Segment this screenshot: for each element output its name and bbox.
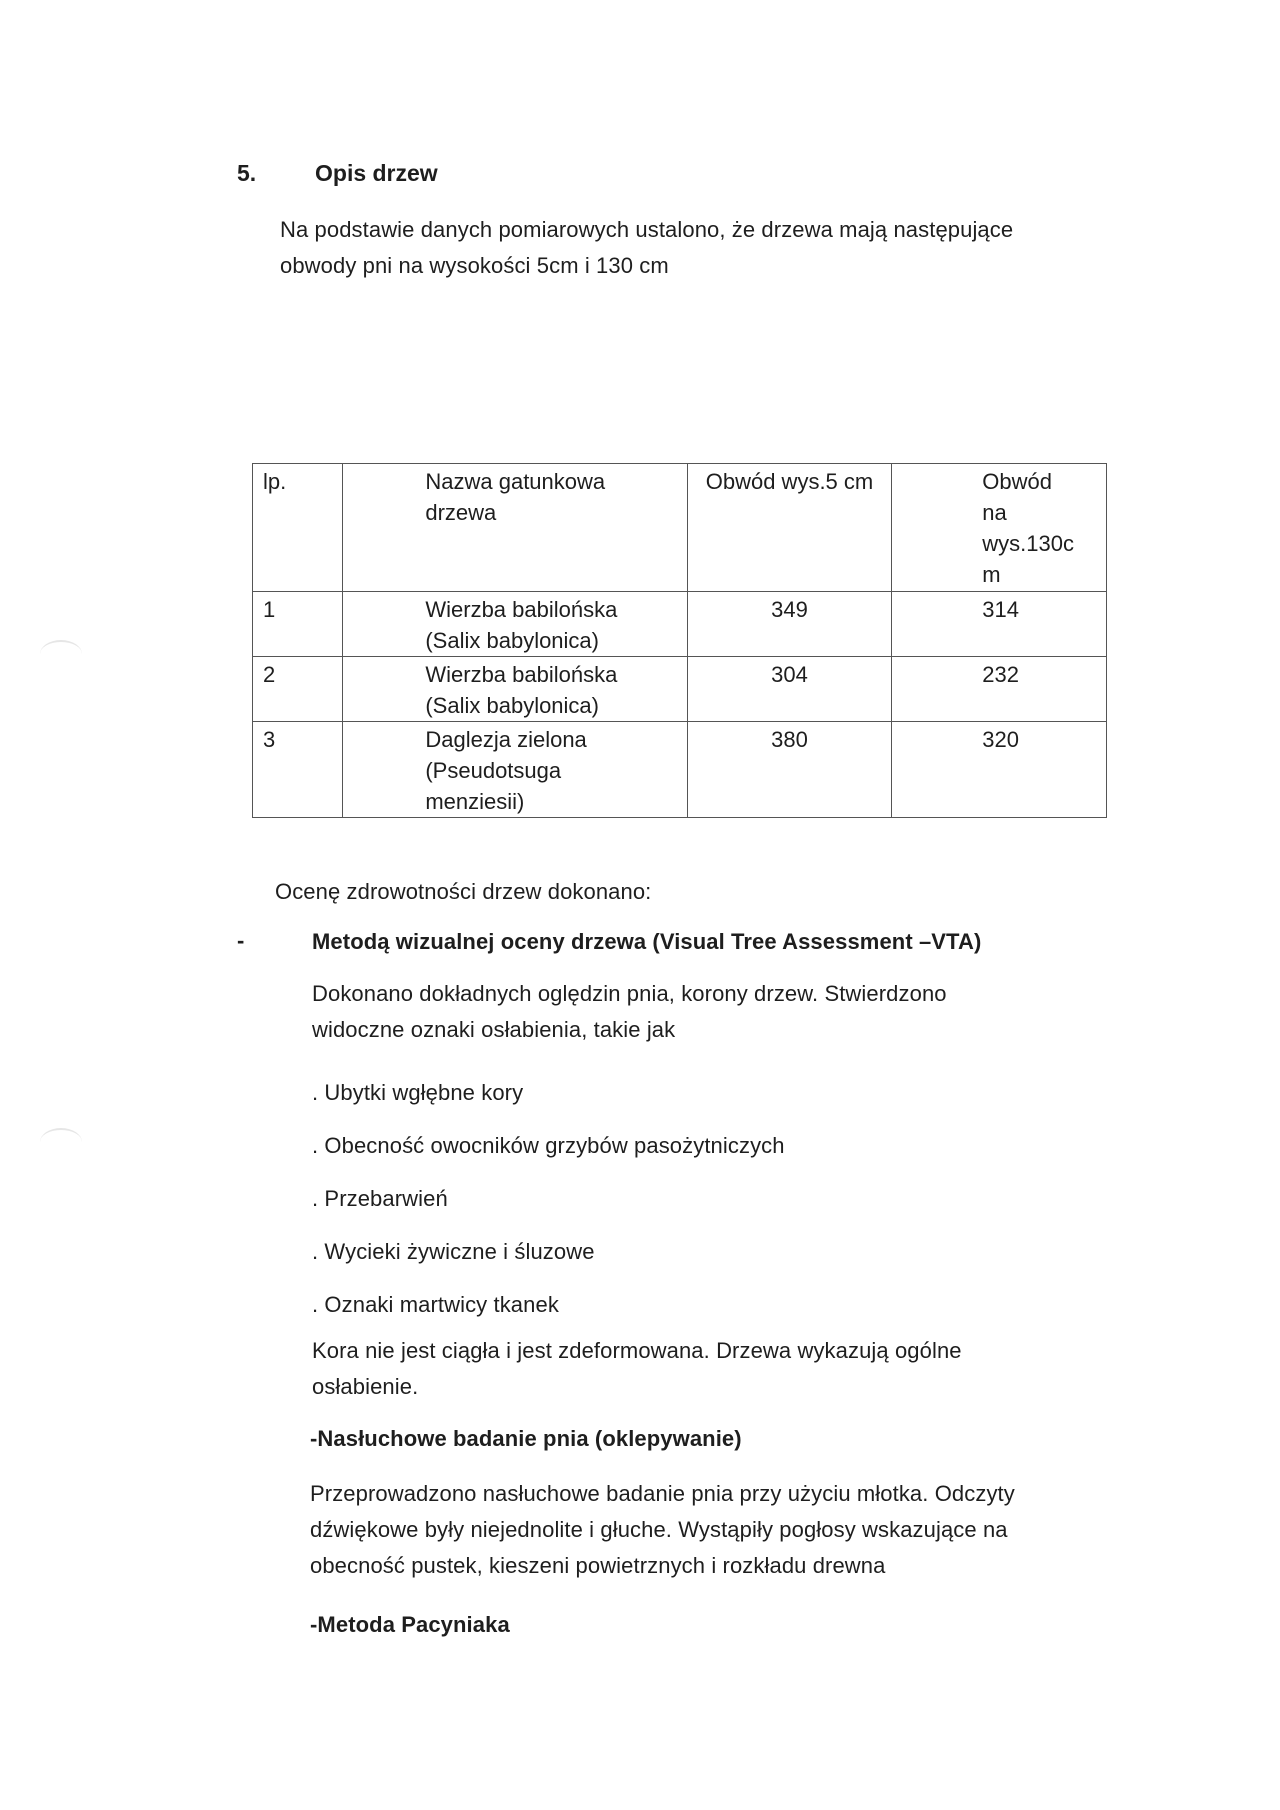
- text-line: Przeprowadzono nasłuchowe badanie pnia przy użyciu młotka. Odczyty: [310, 1481, 1015, 1506]
- cell-circumference-130cm: 314: [892, 592, 1107, 657]
- list-item: . Ubytki wgłębne kory: [312, 1080, 524, 1105]
- text-line: Kora nie jest ciągła i jest zdeformowana. Drzewa wykazują ogólne: [312, 1338, 962, 1363]
- acoustic-description: [310, 1476, 1015, 1584]
- header-species-name: [343, 464, 687, 592]
- cell-circumference-130cm: 320: [892, 722, 1107, 818]
- section-title: Opis drzew: [315, 160, 438, 186]
- tree-measurements-table: [252, 463, 1107, 818]
- cell-circumference-5cm: 349: [687, 592, 891, 657]
- text-line: obwody pni na wysokości 5cm i 130 cm: [280, 253, 669, 278]
- cell-circumference-130cm: 232: [892, 657, 1107, 722]
- header-line: Obwód: [982, 469, 1052, 494]
- cell-line: Wierzba babilońska: [425, 597, 618, 622]
- text-line: osłabienie.: [312, 1374, 419, 1399]
- text-line: widoczne oznaki osłabienia, takie jak: [312, 1017, 676, 1042]
- list-item: . Oznaki martwicy tkanek: [312, 1292, 559, 1317]
- section-number: 5.: [237, 160, 257, 186]
- header-line: m: [982, 562, 1001, 587]
- scan-mark: [40, 640, 82, 668]
- list-item: . Wycieki żywiczne i śluzowe: [312, 1239, 595, 1264]
- vta-description: [312, 976, 947, 1048]
- text-line: Dokonano dokładnych oględzin pnia, korony drzew. Stwierdzono: [312, 981, 947, 1006]
- cell-species: [343, 657, 687, 722]
- table-header-row: [253, 464, 1107, 592]
- cell-line: (Salix babylonica): [425, 628, 599, 653]
- symptom-list: [312, 1066, 785, 1331]
- text-line: dźwiękowe były niejednolite i głuche. Wystąpiły pogłosy wskazujące na: [310, 1517, 1008, 1542]
- cell-lp: 3: [253, 722, 343, 818]
- vta-heading: Metodą wizualnej oceny drzewa (Visual Tree Assessment –VTA): [312, 929, 982, 954]
- scan-mark: [40, 1128, 82, 1156]
- table-row: [253, 722, 1107, 818]
- header-line: na: [982, 500, 1007, 525]
- header-lp: lp.: [253, 464, 343, 592]
- cell-circumference-5cm: 304: [687, 657, 891, 722]
- header-circumference-5cm: Obwód wys.5 cm: [687, 464, 891, 592]
- cell-line: (Salix babylonica): [425, 693, 599, 718]
- intro-paragraph: [280, 212, 1013, 284]
- header-line: wys.130c: [982, 531, 1074, 556]
- section-heading: [237, 160, 438, 187]
- header-circumference-130cm: [892, 464, 1107, 592]
- list-dash: -: [237, 928, 245, 953]
- text-line: Na podstawie danych pomiarowych ustalono, że drzewa mają następujące: [280, 217, 1014, 242]
- cell-line: (Pseudotsuga: [425, 758, 562, 783]
- text-line: obecność pustek, kieszeni powietrznych i rozkładu drewna: [310, 1553, 886, 1578]
- cell-line: menziesii): [425, 789, 525, 814]
- header-line: drzewa: [425, 500, 497, 525]
- cell-line: Daglezja zielona: [425, 727, 587, 752]
- header-line: Nazwa gatunkowa: [425, 469, 606, 494]
- acoustic-heading: -Nasłuchowe badanie pnia (oklepywanie): [310, 1426, 742, 1451]
- cell-species: [343, 592, 687, 657]
- cell-lp: 2: [253, 657, 343, 722]
- assessment-intro: Ocenę zdrowotności drzew dokonano:: [275, 879, 652, 904]
- list-item: . Przebarwień: [312, 1186, 448, 1211]
- pacyniak-heading: -Metoda Pacyniaka: [310, 1612, 510, 1637]
- list-item: . Obecność owocników grzybów pasożytniczych: [312, 1133, 785, 1158]
- cell-line: Wierzba babilońska: [425, 662, 618, 687]
- cell-lp: 1: [253, 592, 343, 657]
- vta-conclusion: [312, 1333, 962, 1405]
- table-row: [253, 592, 1107, 657]
- table-row: [253, 657, 1107, 722]
- cell-species: [343, 722, 687, 818]
- cell-circumference-5cm: 380: [687, 722, 891, 818]
